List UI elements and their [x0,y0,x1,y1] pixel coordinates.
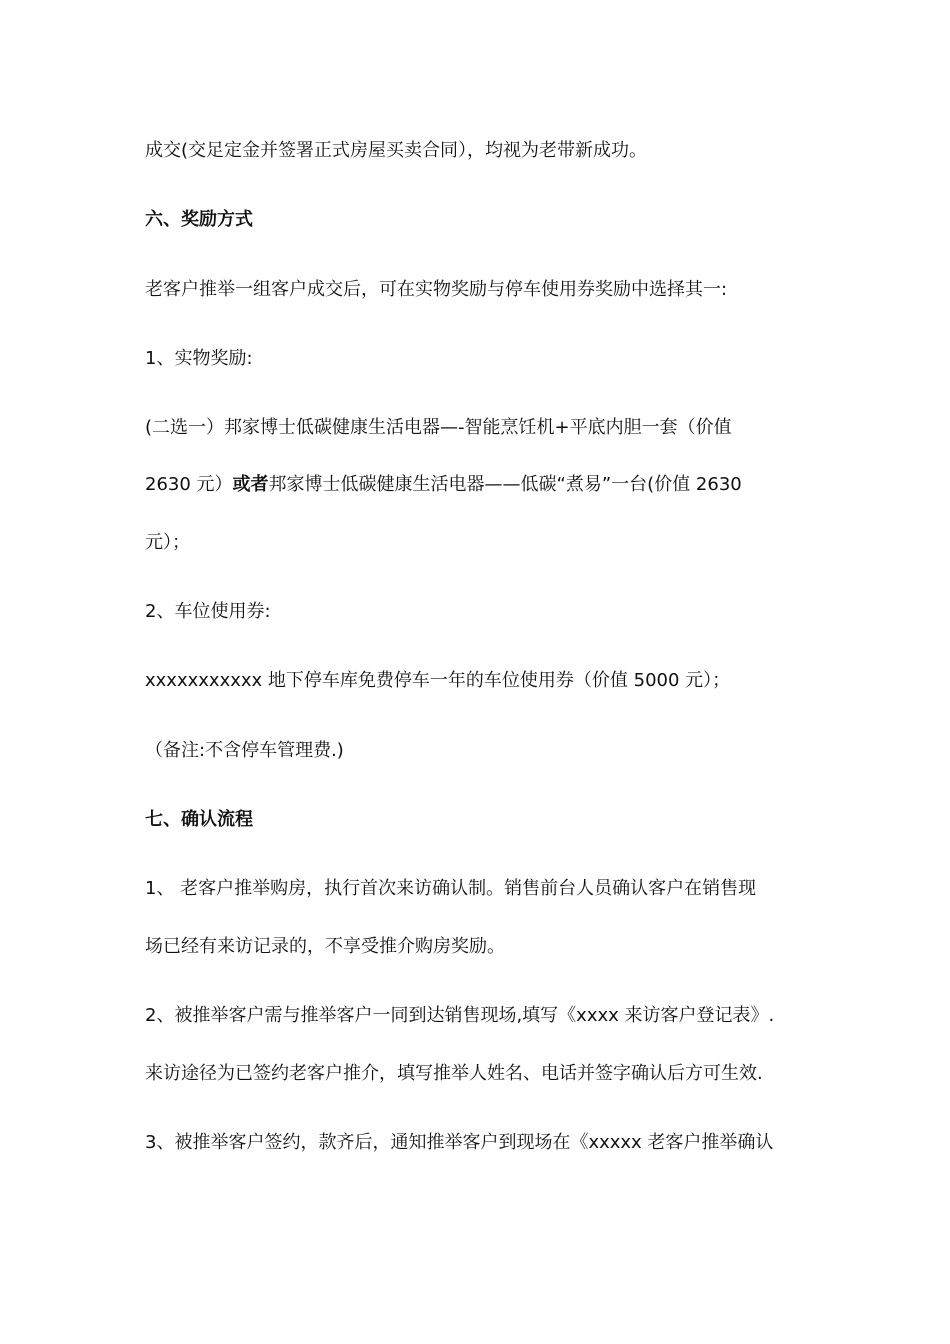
text-line: 来访途径为已签约老客户推介，填写推举人姓名、电话并签字确认后方可生效. [145,1063,763,1084]
text-line: 场已经有来访记录的，不享受推介购房奖励。 [145,936,505,957]
text-line: 元）； [145,532,190,553]
section-heading-confirm-process: 七、确认流程 [145,809,253,830]
section-heading-reward-method: 六、奖励方式 [145,209,253,230]
list-item-physical-reward: 1、实物奖励: [145,348,253,369]
list-item: 1、 老客户推举购房，执行首次来访确认制。销售前台人员确认客户在销售现 [145,878,757,899]
text-span: 邦家博士低碳健康生活电器——低碳“煮易”一台(价值 2630 [268,474,742,495]
list-item: 3、被推举客户签约，款齐后，通知推举客户到现场在《xxxxx 老客户推举确认 [145,1132,774,1153]
note-text: （备注:不含停车管理费.) [145,740,344,761]
text-line: 成交(交足定金并签署正式房屋买卖合同），均视为老带新成功。 [145,140,648,161]
text-line [145,471,742,499]
list-item: 2、被推举客户需与推举客户一同到达销售现场,填写《xxxx 来访客户登记表》. [145,1005,775,1026]
bold-text-or: 或者 [232,474,269,495]
text-line: 老客户推举一组客户成交后，可在实物奖励与停车使用券奖励中选择其一: [145,279,728,300]
text-line: (二选一）邦家博士低碳健康生活电器—-智能烹饪机+平底内胆一套（价值 [145,417,732,438]
list-item-parking-voucher: 2、车位使用券: [145,601,271,622]
text-line: xxxxxxxxxxx 地下停车库免费停车一年的车位使用券（价值 5000 元）； [145,670,731,691]
text-span: 2630 元） [145,474,233,495]
